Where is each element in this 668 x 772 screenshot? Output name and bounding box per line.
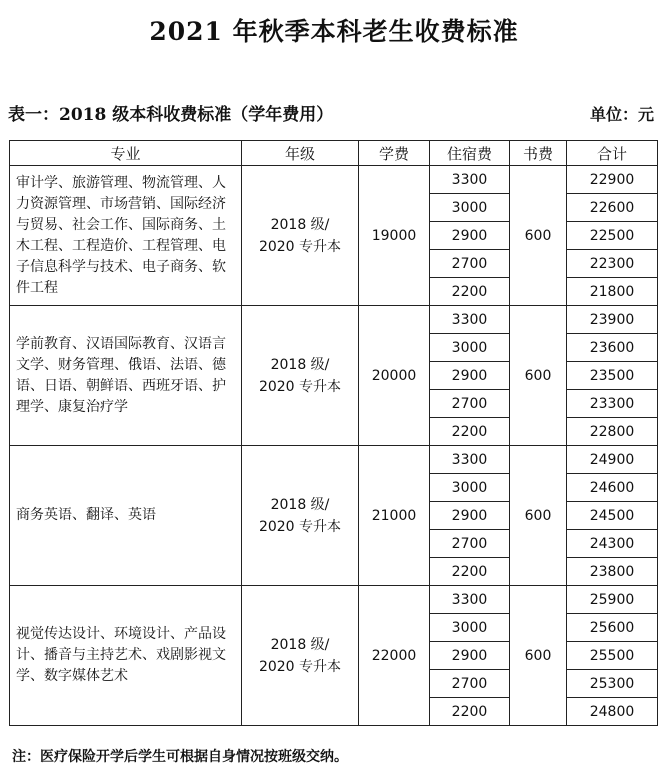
grade-line-1: 2018 级/ [270, 496, 330, 513]
lodging-cell: 2700 [430, 250, 510, 278]
grade-line-1: 2018 级/ [270, 636, 330, 653]
lodging-cell: 3300 [430, 306, 510, 334]
grade-line-1: 2018 级/ [270, 356, 330, 373]
lodging-cell: 2900 [430, 502, 510, 530]
majors-cell: 视觉传达设计、环境设计、产品设计、播音与主持艺术、戏剧影视文学、数字媒体艺术 [10, 586, 242, 726]
table-row [10, 166, 658, 194]
table-header-row [10, 141, 658, 166]
lodging-cell: 3300 [430, 586, 510, 614]
tuition-cell: 21000 [359, 446, 430, 586]
book-fee-cell: 600 [510, 166, 567, 306]
header-total: 合计 [567, 141, 658, 166]
header-book-fee: 书费 [510, 141, 567, 166]
grade-cell [242, 586, 359, 726]
fee-table [9, 140, 658, 726]
book-fee-cell: 600 [510, 586, 567, 726]
lodging-cell: 2200 [430, 698, 510, 726]
total-cell: 24500 [567, 502, 658, 530]
lodging-cell: 2900 [430, 642, 510, 670]
lodging-cell: 2700 [430, 670, 510, 698]
lodging-cell: 3000 [430, 194, 510, 222]
majors-cell: 学前教育、汉语国际教育、汉语言文学、财务管理、俄语、法语、德语、日语、朝鲜语、西班牙语、护理学、康复治疗学 [10, 306, 242, 446]
tuition-cell: 22000 [359, 586, 430, 726]
lodging-cell: 2700 [430, 390, 510, 418]
header-lodging: 住宿费 [430, 141, 510, 166]
tuition-cell: 19000 [359, 166, 430, 306]
total-cell: 25500 [567, 642, 658, 670]
grade-line-2: 2020 专升本 [258, 518, 342, 535]
total-cell: 21800 [567, 278, 658, 306]
unit-label: 单位：元 [589, 105, 654, 124]
lodging-cell: 3300 [430, 446, 510, 474]
total-cell: 22600 [567, 194, 658, 222]
total-cell: 22500 [567, 222, 658, 250]
total-cell: 23600 [567, 334, 658, 362]
total-cell: 25600 [567, 614, 658, 642]
total-cell: 24300 [567, 530, 658, 558]
footnote: 注：医疗保险开学后学生可根据自身情况按班级交纳。 [12, 749, 348, 765]
total-cell: 25300 [567, 670, 658, 698]
lodging-cell: 3000 [430, 614, 510, 642]
table-row [10, 306, 658, 334]
table-caption: 表一：2018 级本科收费标准（学年费用） [8, 105, 334, 125]
total-cell: 23500 [567, 362, 658, 390]
majors-cell: 商务英语、翻译、英语 [10, 446, 242, 586]
page-title: 2021 年秋季本科老生收费标准 [149, 17, 519, 46]
total-cell: 24800 [567, 698, 658, 726]
grade-line-2: 2020 专升本 [258, 238, 342, 255]
lodging-cell: 2700 [430, 530, 510, 558]
book-fee-cell: 600 [510, 446, 567, 586]
grade-line-2: 2020 专升本 [258, 658, 342, 675]
grade-cell [242, 446, 359, 586]
header-major: 专业 [10, 141, 242, 166]
lodging-cell: 2200 [430, 418, 510, 446]
grade-cell [242, 166, 359, 306]
book-fee-cell: 600 [510, 306, 567, 446]
grade-cell [242, 306, 359, 446]
majors-cell: 审计学、旅游管理、物流管理、人力资源管理、市场营销、国际经济与贸易、社会工作、国际商务、土木工程、工程造价、工程管理、电子信息科学与技术、电子商务、软件工程 [10, 166, 242, 306]
total-cell: 23300 [567, 390, 658, 418]
total-cell: 24900 [567, 446, 658, 474]
lodging-cell: 2200 [430, 278, 510, 306]
lodging-cell: 3000 [430, 334, 510, 362]
header-grade: 年级 [242, 141, 359, 166]
lodging-cell: 3000 [430, 474, 510, 502]
total-cell: 23800 [567, 558, 658, 586]
total-cell: 25900 [567, 586, 658, 614]
table-row [10, 446, 658, 474]
total-cell: 24600 [567, 474, 658, 502]
total-cell: 22300 [567, 250, 658, 278]
tuition-cell: 20000 [359, 306, 430, 446]
table-row [10, 586, 658, 614]
lodging-cell: 3300 [430, 166, 510, 194]
grade-line-1: 2018 级/ [270, 216, 330, 233]
total-cell: 22900 [567, 166, 658, 194]
lodging-cell: 2900 [430, 362, 510, 390]
grade-line-2: 2020 专升本 [258, 378, 342, 395]
header-tuition: 学费 [359, 141, 430, 166]
lodging-cell: 2200 [430, 558, 510, 586]
total-cell: 23900 [567, 306, 658, 334]
total-cell: 22800 [567, 418, 658, 446]
lodging-cell: 2900 [430, 222, 510, 250]
